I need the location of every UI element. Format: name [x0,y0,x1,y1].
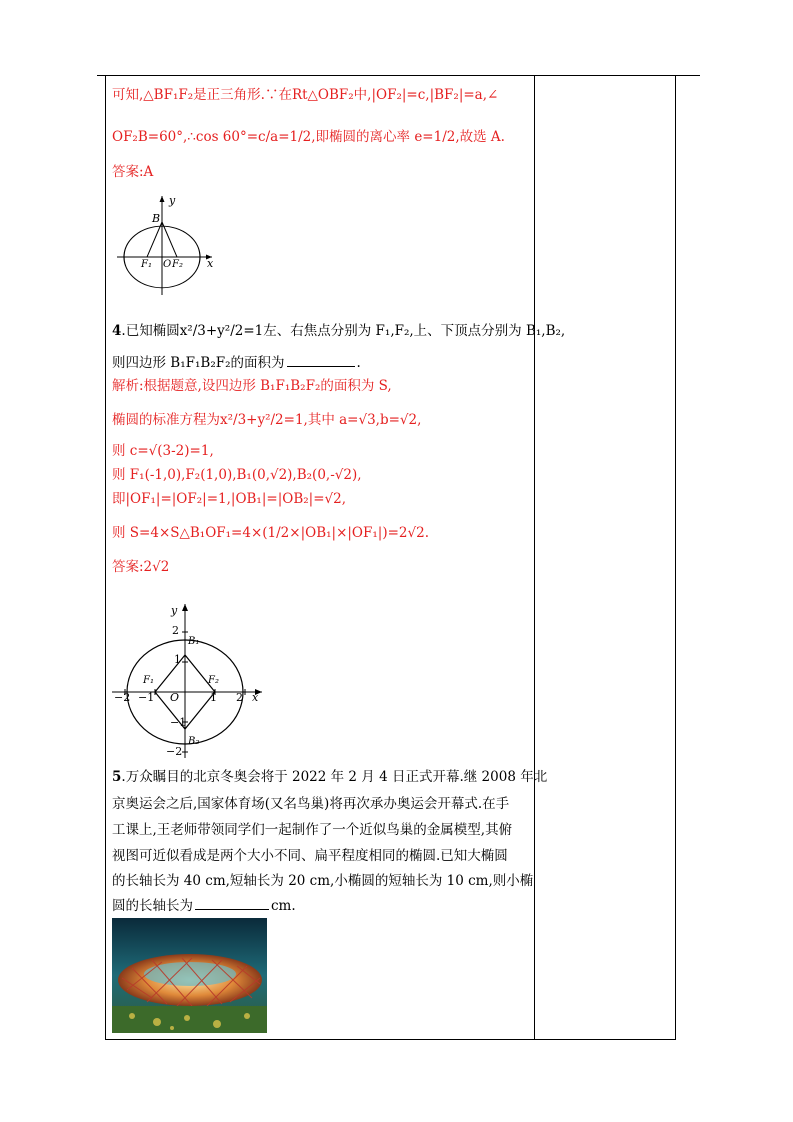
answer-3: 答案:A [112,164,154,180]
problem-4-line-2 [112,353,361,372]
ellipse-figure-1 [112,190,222,300]
problem-5-line-3: 工课上,王老师带领同学们一起制作了一个近似鸟巢的金属模型,其俯 [112,822,513,838]
answer-blank[interactable] [287,353,355,367]
problem-5-text-1: .万众瞩目的北京冬奥会将于 2022 年 2 月 4 日正式开幕.继 2008 年北 [121,769,548,785]
analysis-line-4: 则 F₁(-1,0),F₂(1,0),B₁(0,√2),B₂(0,-√2), [112,467,362,483]
fig1-f1-label: F₁ [141,259,152,270]
fig1-b-label: B [152,212,161,225]
analysis-line-6: 则 S=4×S△B₁OF₁=4×(1/2×|OB₁|×|OF₁|)=2√2. [112,525,429,541]
answer-4: 答案:2√2 [112,559,170,575]
fig2-b1-label: B₁ [188,636,200,647]
fig2-tick-y-2: 2 [172,624,179,637]
problem-4-period: . [356,355,361,371]
ellipse-figure-2 [110,602,270,760]
fig2-f2-label: F₂ [208,675,219,686]
problem-5-line-4: 视图可近似看成是两个大小不同、扁平程度相同的椭圆.已知大椭圆 [112,848,508,864]
fig2-o-label: O [170,691,180,704]
problem-4-line-1 [112,322,565,340]
fig1-o-label: O [163,259,172,270]
fig2-tick-y-1: 1 [174,653,181,666]
fig2-tick-y-neg1: −1 [170,716,187,729]
fig2-tick-x-2: 2 [236,691,243,704]
problem-5-unit: cm. [271,898,296,914]
analysis-line-3: 则 c=√(3-2)=1, [112,443,214,459]
problem-5-line-6 [112,896,296,915]
fig1-f2-label: F₂ [172,259,183,270]
fig2-tick-x-1: 1 [210,691,217,704]
problem-5-number: 5 [112,769,122,785]
problem-4-text-1: .已知椭圆x²/3+y²/2=1左、右焦点分别为 F₁,F₂,上、下顶点分别为 B₁,B₂, [121,323,566,339]
fig2-y-label: y [171,604,178,617]
problem-5-text-6: 圆的长轴长为 [112,898,193,914]
analysis-line-2: 椭圆的标准方程为x²/3+y²/2=1,其中 a=√3,b=√2, [112,412,422,428]
fig2-b2-label: B₂ [188,736,200,747]
solution-line-2: OF₂B=60°,∴cos 60°=c/a=1/2,即椭圆的离心率 e=1/2,故选 A. [112,129,505,145]
problem-4-number: 4 [112,323,122,339]
fig2-tick-x-neg2: −2 [114,691,131,704]
fig2-tick-y-neg2: −2 [166,745,183,758]
birds-nest-photo [112,918,267,1033]
problem-5-line-5: 的长轴长为 40 cm,短轴长为 20 cm,小椭圆的短轴长为 10 cm,则小椭 [112,873,534,889]
problem-4-text-2: 则四边形 B₁F₁B₂F₂的面积为 [112,355,285,371]
problem-5-line-2: 京奥运会之后,国家体育场(又名鸟巢)将再次承办奥运会开幕式.在手 [112,796,510,812]
fig1-y-label: y [169,194,176,207]
solution-line-1: 可知,△BF₁F₂是正三角形.∵在Rt△OBF₂中,|OF₂|=c,|BF₂|=a,∠ [112,87,499,103]
fig1-x-label: x [207,257,214,270]
answer-blank-5[interactable] [195,896,269,910]
fig2-x-label: x [252,691,259,704]
problem-5-line-1 [112,768,547,786]
analysis-line-1: 解析:根据题意,设四边形 B₁F₁B₂F₂的面积为 S, [112,378,392,394]
fig2-f1-label: F₁ [143,675,154,686]
fig2-tick-x-neg1: −1 [138,691,155,704]
column-divider [534,75,535,1039]
analysis-line-5: 即|OF₁|=|OF₂|=1,|OB₁|=|OB₂|=√2, [112,491,346,507]
